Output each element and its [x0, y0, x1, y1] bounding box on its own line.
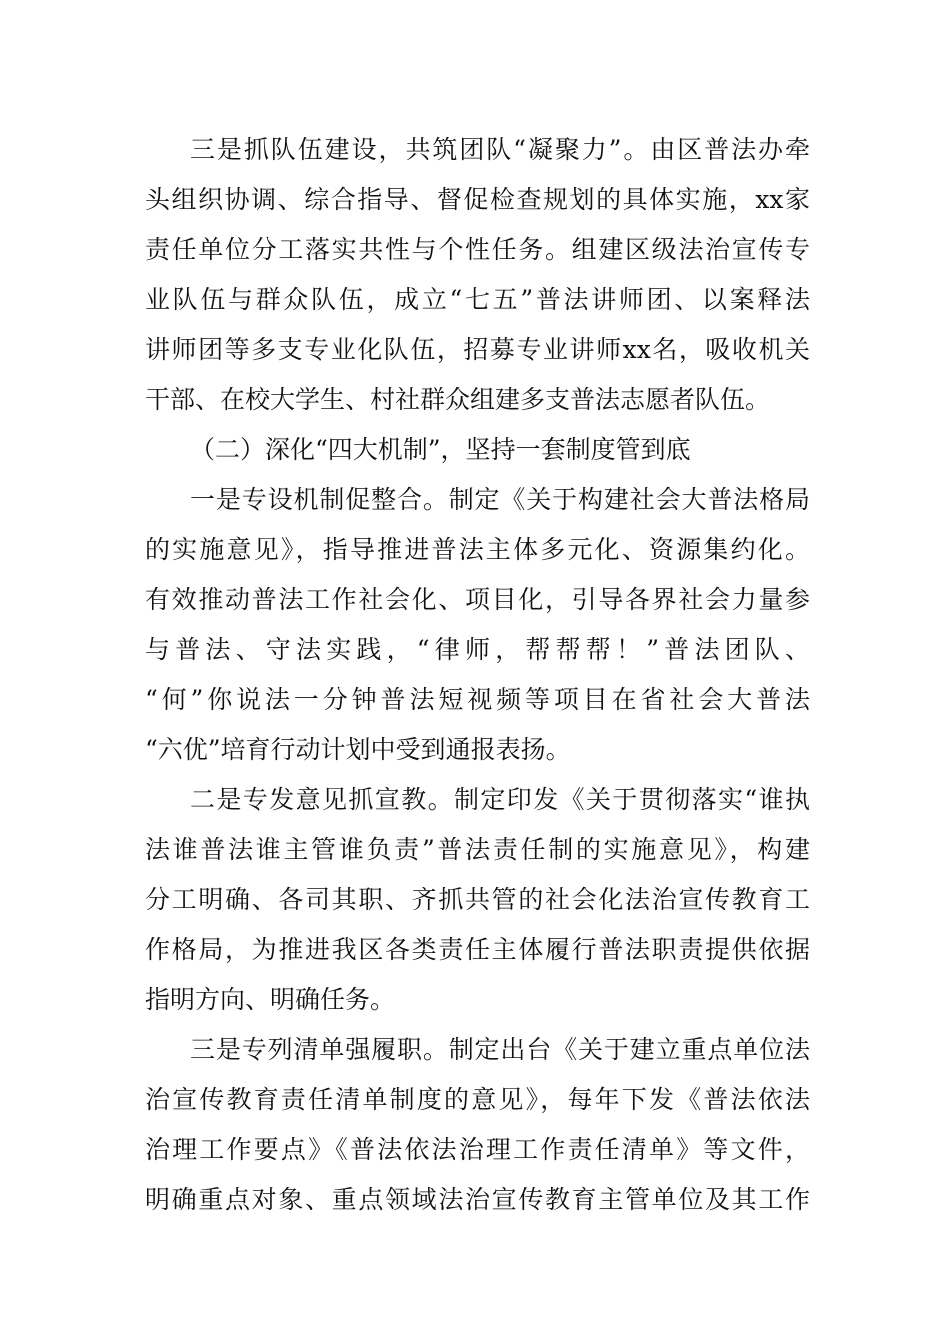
paragraph-line: 干部、在校大学生、村社群众组建多支普法志愿者队伍。 — [145, 385, 771, 414]
paragraph-line: 治宣传教育责任清单制度的意见》，每年下发《普法依法 — [145, 1085, 810, 1114]
paragraph-line: 有效推动普法工作社会化、项目化，引导各界社会力量参 — [145, 585, 810, 614]
paragraph-line: 分工明确、各司其职、齐抓共管的社会化法治宣传教育工 — [145, 885, 810, 914]
paragraph-line: 治理工作要点》《普法依法治理工作责任清单》等文件， — [145, 1135, 810, 1164]
paragraph-line: 业队伍与群众队伍，成立“七五”普法讲师团、以案释法 — [145, 285, 810, 314]
paragraph-line: 作格局，为推进我区各类责任主体履行普法职责提供依据 — [145, 935, 810, 964]
paragraph-line: 明确重点对象、重点领域法治宣传教育主管单位及其工作 — [145, 1185, 810, 1214]
paragraph-line: 责任单位分工落实共性与个性任务。组建区级法治宣传专 — [145, 235, 810, 264]
paragraph-line: “六优”培育行动计划中受到通报表扬。 — [145, 735, 571, 764]
section-heading: （二）深化“四大机制”，坚持一套制度管到底 — [190, 435, 691, 464]
paragraph-line: 法谁普法谁主管谁负责”普法责任制的实施意见》，构建 — [145, 835, 810, 864]
paragraph-line: 讲师团等多支专业化队伍，招募专业讲师xx名，吸收机关 — [145, 335, 810, 364]
paragraph-line: 头组织协调、综合指导、督促检查规划的具体实施，xx家 — [145, 185, 810, 214]
paragraph-line: 指明方向、明确任务。 — [145, 985, 396, 1014]
paragraph-line: 三是专列清单强履职。制定出台《关于建立重点单位法 — [190, 1035, 810, 1064]
paragraph-line: 与普法、守法实践，“律师，帮帮帮！”普法团队、 — [145, 635, 810, 664]
paragraph-line: 三是抓队伍建设，共筑团队“凝聚力”。由区普法办牵 — [190, 135, 810, 164]
paragraph-line: 一是专设机制促整合。制定《关于构建社会大普法格局 — [190, 485, 810, 514]
paragraph-line: “何”你说法一分钟普法短视频等项目在省社会大普法 — [145, 685, 810, 714]
paragraph-line: 二是专发意见抓宣教。制定印发《关于贯彻落实“谁执 — [190, 785, 810, 814]
paragraph-line: 的实施意见》，指导推进普法主体多元化、资源集约化。 — [145, 535, 810, 564]
